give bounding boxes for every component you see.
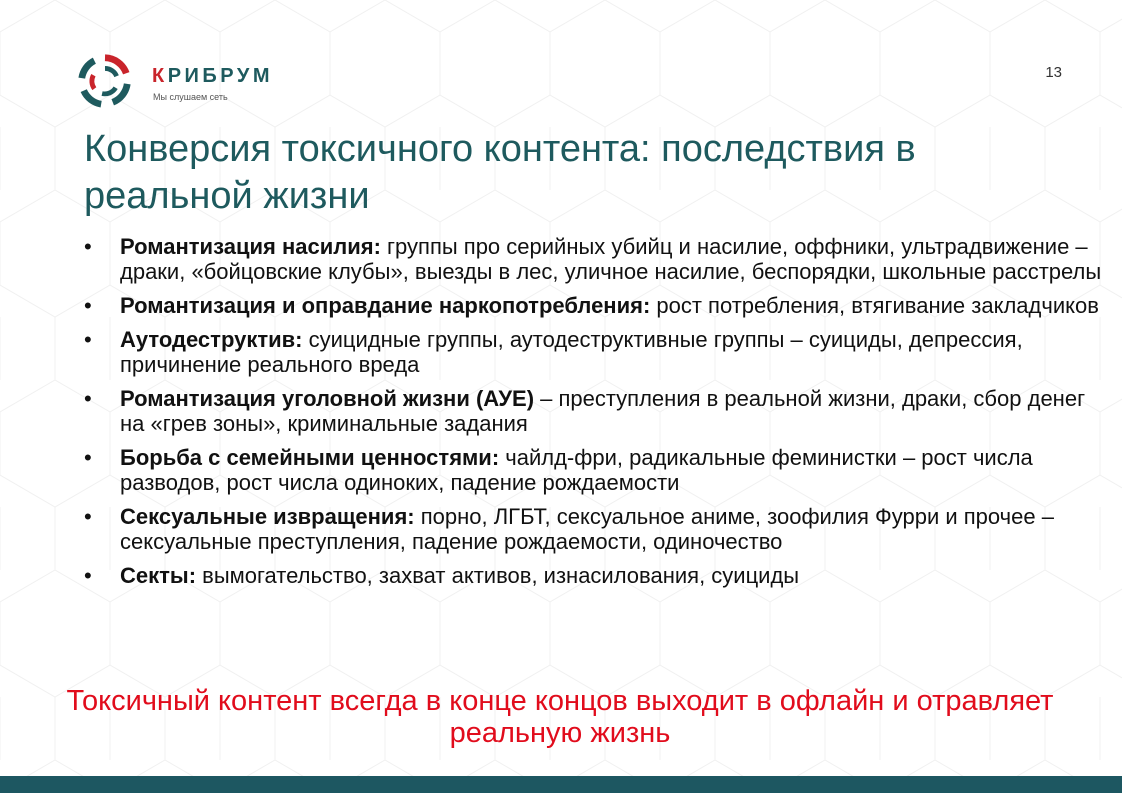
brand-name (152, 66, 273, 86)
bullet-item-drugs (84, 293, 1104, 318)
bullet-item-sects (84, 563, 1104, 588)
footer-bar (0, 776, 1122, 793)
bullet-marker: • (84, 563, 92, 588)
bullet-text: группы про серийных убийц и насилие, оффники, ультрадвижение – драки, «бойцовские клубы», выезды в лес, уличное насилие, беспорядки, школьные расстрелы (120, 234, 1102, 284)
bullet-term: Романтизация уголовной жизни (АУЕ) (120, 386, 535, 411)
bullet-term: Секты: (120, 563, 197, 588)
brand-name-first-letter: К (152, 65, 168, 87)
bullet-marker: • (84, 293, 92, 318)
bullet-text: вымогательство, захват активов, изнасилования, суициды (196, 563, 800, 588)
brand-tagline: Мы слушаем сеть (153, 92, 228, 102)
bullet-term: Романтизация и оправдание наркопотребления: (120, 293, 651, 318)
brand-name-rest: РИБРУМ (167, 65, 273, 87)
bullet-marker: • (84, 234, 92, 259)
kribrum-logo (76, 52, 134, 110)
bullet-list (84, 234, 1104, 597)
bullet-text: суицидные группы, аутодеструктивные группы – суициды, депрессия, причинение реального вреда (120, 327, 1023, 377)
bullet-text: рост потребления, втягивание закладчиков (650, 293, 1099, 318)
slide-title: Конверсия токсичного контента: последствия в реальной жизни (84, 128, 916, 217)
bullet-item-self-destruction (84, 327, 1104, 377)
bullet-term: Борьба с семейными ценностями: (120, 445, 500, 470)
bullet-text: порно, ЛГБТ, сексуальное аниме, зоофилия Фурри и прочее – сексуальные преступления, падение рождаемости, одиночество (120, 504, 1054, 554)
page-number: 13 (1045, 64, 1062, 81)
bullet-term: Сексуальные извращения: (120, 504, 415, 529)
bullet-text: – преступления в реальной жизни, драки, сбор денег на «грев зоны», криминальные задания (120, 386, 1086, 436)
bullet-term: Аутодеструктив: (120, 327, 303, 352)
bullet-marker: • (84, 504, 92, 529)
bullet-marker: • (84, 386, 92, 411)
bullet-text: чайлд-фри, радикальные феминистки – рост числа разводов, рост числа одиноких, падение рождаемости (120, 445, 1033, 495)
bullet-item-violence (84, 234, 1104, 284)
bullet-marker: • (84, 445, 92, 470)
conclusion-statement: Токсичный контент всегда в конце концов выходит в офлайн и отравляет реальную жизнь (66, 685, 1054, 749)
bullet-item-sexual-perversions (84, 504, 1104, 554)
bullet-item-family-values (84, 445, 1104, 495)
bullet-item-criminal-life (84, 386, 1104, 436)
bullet-marker: • (84, 327, 92, 352)
bullet-term: Романтизация насилия: (120, 234, 381, 259)
